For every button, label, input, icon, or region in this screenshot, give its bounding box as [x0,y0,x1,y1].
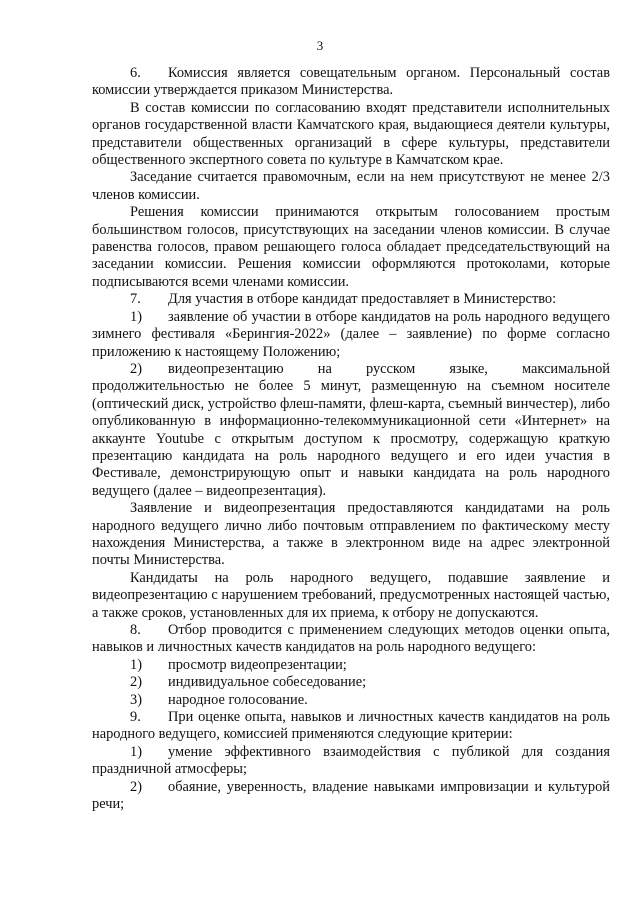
paragraph-number: 8. [130,622,141,638]
paragraph [92,744,610,779]
paragraph-number: 2) [130,778,142,795]
paragraph [92,100,610,170]
paragraph-text: заявление об участии в отборе кандидатов на роль народного ведущего зимнего фестиваля «Берингия-2022» (далее – заявление) по форме согласно приложению к настоящему Положению; [92,308,610,360]
paragraph-text: При оценке опыта, навыков и личностных качеств кандидатов на роль народного ведущего, комиссией применяются следующие критерии: [92,709,610,743]
paragraph-text: народное голосование. [168,691,308,708]
paragraph [92,169,610,204]
paragraph [92,674,610,691]
paragraph-number: 9. [130,709,141,726]
paragraph-text: Кандидаты на роль народного ведущего, подавшие заявление и видеопрезентацию с нарушением требований, предусмотренных настоящей частью, а также сроков, установленных для их приема, к отбору не допускаются. [92,569,610,621]
paragraph-text: индивидуальное собеседование; [168,674,367,691]
paragraph [92,291,610,308]
paragraph [92,622,610,657]
paragraph-text: В состав комиссии по согласованию входят представители исполнительных органов государственной власти Камчатского края, выдающиеся деятели культуры, представители общественных организаций в сфере культуры, представители общественного экспертного совета по культуре в Камчатском крае. [92,99,610,169]
paragraph [92,779,610,814]
paragraph-text: Комиссия является совещательным органом. Персональный состав комиссии утверждается приказом Министерства. [92,65,610,99]
paragraph-text: Заявление и видеопрезентация предоставляются кандидатами на роль народного ведущего лично либо почтовым отправлением по фактическому месту нахождения Министерства, а также в электронном виде на адрес электронной почты Министерства. [92,500,610,569]
paragraph-text: просмотр видеопрезентации; [168,656,347,673]
paragraph-text: умение эффективного взаимодействия с публикой для создания праздничной атмосферы; [92,743,610,778]
paragraph-text: видеопрезентацию на русском языке, максимальной продолжительностью не более 5 минут, размещенную на съемном носителе (оптический диск, устройство флеш-памяти, флеш-карта, съемный винчестер), либо опубликованную в информационно-телекоммуникационной сети «Интернет» на аккаунте Youtube с открытым доступом к просмотру, содержащую краткую презентацию кандидата на роль народного ведущего и его идеи участия в Фестивале, демонстрирующую опыт и навыки кандидата на роль народного ведущего (далее – видеопрезентация). [92,360,610,499]
paragraph [92,361,610,500]
paragraph-text: Для участия в отборе кандидат предоставляет в Министерство: [168,291,557,308]
paragraph [92,692,610,709]
paragraph-number: 2) [130,674,142,691]
paragraph-text: Отбор проводится с применением следующих методов оценки опыта, навыков и личностных качеств кандидатов на роль народного ведущего: [92,622,610,656]
paragraph-number: 2) [130,360,142,377]
document-body [92,65,610,813]
paragraph-number: 1) [130,308,142,325]
paragraph-text: обаяние, уверенность, владение навыками импровизации и культурой речи; [92,778,610,813]
paragraph [92,204,610,291]
paragraph-number: 1) [130,743,142,760]
paragraph-number: 7. [130,291,141,308]
paragraph-number: 6. [130,65,141,81]
paragraph [92,657,610,674]
paragraph [92,65,610,100]
paragraph [92,709,610,744]
paragraph-text: Заседание считается правомочным, если на нем присутствуют не менее 2/3 членов комиссии. [92,169,610,203]
paragraph [92,309,610,361]
paragraph [92,570,610,622]
paragraph [92,500,610,570]
paragraph-text: Решения комиссии принимаются открытым голосованием простым большинством голосов, присутствующих на заседании членов комиссии. В случае равенства голосов, правом решающего голоса обладает председательствующий на заседании комиссии. Решения комиссии оформляются протоколами, которые подписываются всеми членами комиссии. [92,204,610,290]
page-number: 3 [316,38,324,53]
paragraph-number: 3) [130,691,142,708]
paragraph-number: 1) [130,656,142,673]
